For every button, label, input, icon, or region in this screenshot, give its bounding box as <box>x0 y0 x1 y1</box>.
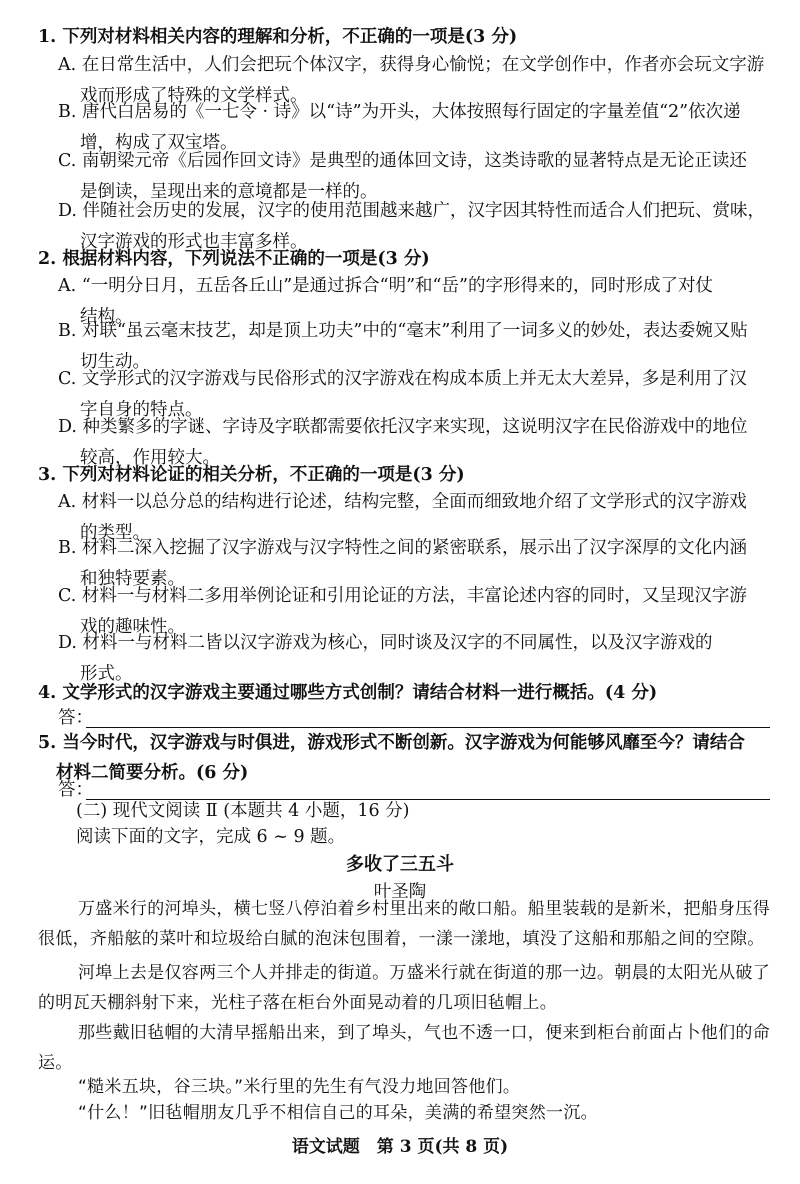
answer-label: 答： <box>58 780 93 800</box>
question-2-option-a: A. “一明分日月，五岳各丘山”是通过拆合“明”和“岳”的字形得来的，同时形成了对仗 结构。 <box>58 276 713 327</box>
question-1-stem: 1. 下列对材料相关内容的理解和分析，不正确的一项是(3 分) <box>38 27 518 47</box>
question-4-answer-line[interactable] <box>58 706 770 730</box>
answer-label: 答： <box>58 708 93 728</box>
article-title: 多收了三五斗 <box>346 854 454 875</box>
question-5-stem: 5. 当今时代，汉字游戏与时俱进，游戏形式不断创新。汉字游戏为何能够风靡至今？请结合 材料二简要分析。(6 分) <box>38 733 745 783</box>
question-3-option-a: A. 材料一以总分总的结构进行论述，结构完整，全面而细致地介绍了文学形式的汉字游戏 的类型。 <box>58 492 747 543</box>
question-3-option-b: B. 材料二深入挖掘了汉字游戏与汉字特性之间的紧密联系，展示出了汉字深厚的文化内涵 和独特要素。 <box>58 538 747 589</box>
page-footer: 语文试题 第 3 页(共 8 页) <box>291 1137 509 1157</box>
article-paragraph-4: “糙米五块，谷三块。”米行里的先生有气没力地回答他们。 <box>78 1077 521 1097</box>
question-2-option-b: B. 对联“虽云毫末技艺，却是顶上功夫”中的“毫末”利用了一词多义的妙处，表达委婉又贴 切生动。 <box>58 321 748 372</box>
question-2-option-d: D. 种类繁多的字谜、字诗及字联都需要依托汉字来实现，这说明汉字在民俗游戏中的地位 较高，作用较大。 <box>58 417 748 468</box>
article-paragraph-5: “什么！”旧毡帽朋友几乎不相信自己的耳朵，美满的希望突然一沉。 <box>78 1103 598 1123</box>
article-author: 叶圣陶 <box>373 882 427 902</box>
question-1-option-d: D. 伴随社会历史的发展，汉字的使用范围越来越广，汉字因其特性而适合人们把玩、赏味， 汉字游戏的形式也丰富多样。 <box>58 201 766 252</box>
question-3-stem: 3. 下列对材料论证的相关分析，不正确的一项是(3 分) <box>38 465 465 485</box>
question-2-stem: 2. 根据材料内容，下列说法不正确的一项是(3 分) <box>38 249 430 269</box>
question-4-stem: 4. 文学形式的汉字游戏主要通过哪些方式创制？请结合材料一进行概括。(4 分) <box>38 683 658 703</box>
question-2-option-c: C. 文学形式的汉字游戏与民俗形式的汉字游戏在构成本质上并无太大差异，多是利用了汉 字自身的特点。 <box>58 369 747 420</box>
section-instruction: 阅读下面的文字，完成 6 ~ 9 题。 <box>76 827 346 847</box>
section-heading: (二) 现代文阅读 Ⅱ (本题共 4 小题，16 分) <box>76 801 410 821</box>
article-paragraph-3: 那些戴旧毡帽的大清早摇船出来，到了埠头，气也不透一口，便来到柜台前面占卜他们的命运。 <box>38 1023 770 1073</box>
question-3-option-d: D. 材料一与材料二皆以汉字游戏为核心，同时谈及汉字的不同属性，以及汉字游戏的 形式。 <box>58 633 713 684</box>
question-1-option-c: C. 南朝梁元帝《后园作回文诗》是典型的通体回文诗，这类诗歌的显著特点是无论正读还 是倒读，呈现出来的意境都是一样的。 <box>58 151 747 202</box>
article-paragraph-1: 万盛米行的河埠头，横七竖八停泊着乡村里出来的敞口船。船里装载的是新米，把船身压得很低，齐船舷的菜叶和垃圾给白腻的泡沫包围着，一漾一漾地，填没了这船和那船之间的空隙。 <box>38 899 770 949</box>
question-3-option-c: C. 材料一与材料二多用举例论证和引用论证的方法，丰富论述内容的同时，又呈现汉字游 戏的趣味性。 <box>58 586 747 637</box>
article-paragraph-2: 河埠上去是仅容两三个人并排走的街道。万盛米行就在街道的那一边。朝晨的太阳光从破了的明瓦天棚斜射下来，光柱子落在柜台外面晃动着的几项旧毡帽上。 <box>38 963 770 1013</box>
question-1-option-b: B. 唐代白居易的《一七令 · 诗》以“诗”为开头，大体按照每行固定的字量差值“2”依次递 增，构成了双宝塔。 <box>58 102 741 153</box>
question-1-option-a: A. 在日常生活中，人们会把玩个体汉字，获得身心愉悦；在文学创作中，作者亦会玩文字游 戏而形成了特殊的文学样式。 <box>58 55 765 106</box>
